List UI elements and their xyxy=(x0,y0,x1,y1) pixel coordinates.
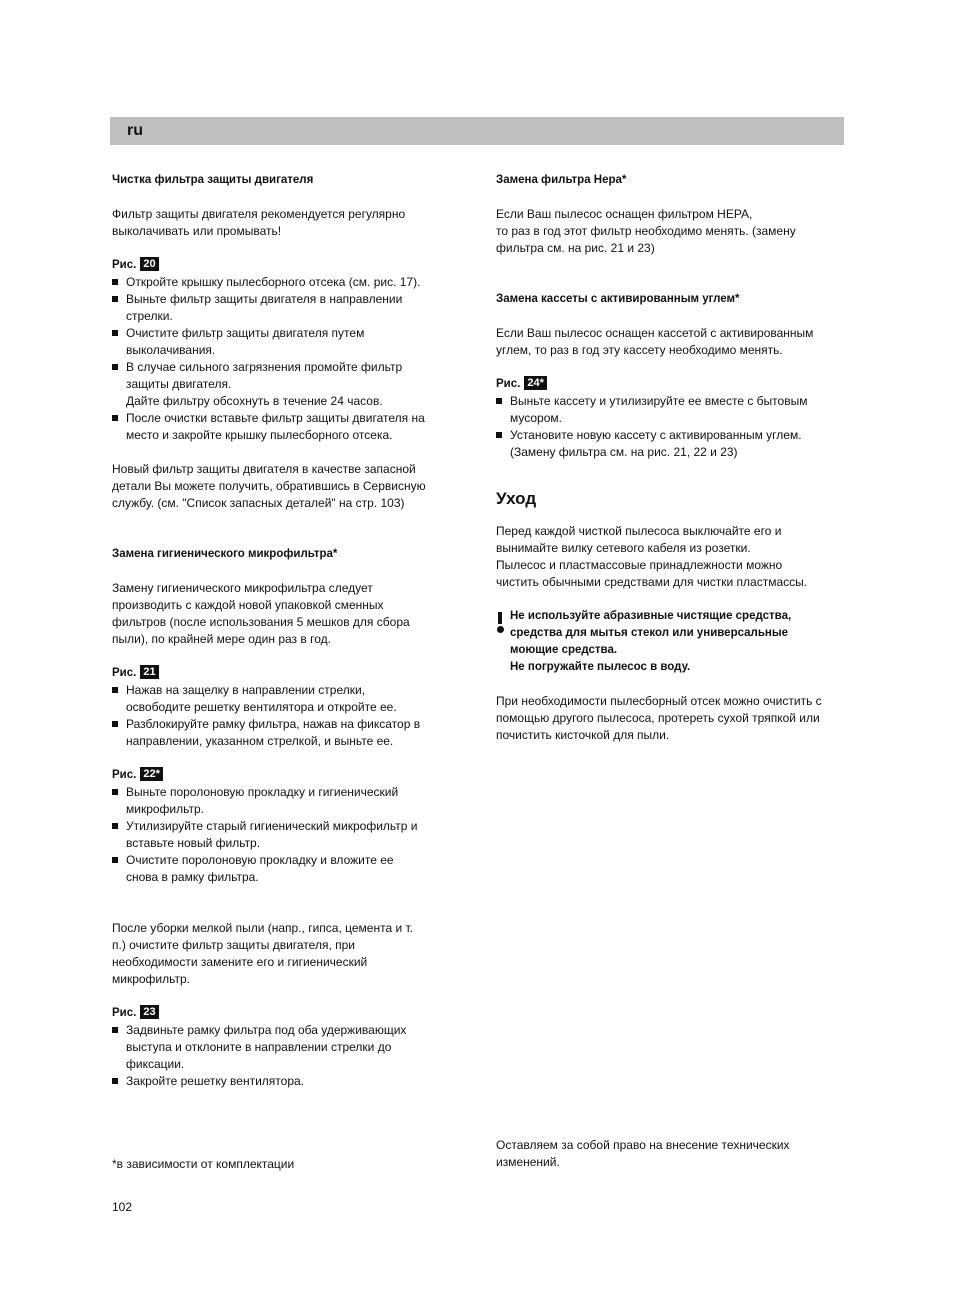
paragraph: Замену гигиенического микрофильтра следует производить с каждой новой упаковкой сменных фильтров (после использования 5 мешков для сбора пыли), по крайней мере один раз в год. xyxy=(112,581,410,646)
bullet-icon xyxy=(112,415,118,421)
bullet-icon xyxy=(112,279,118,285)
section-title: Замена гигиенического микрофильтра* xyxy=(112,548,338,560)
instruction-list xyxy=(112,784,462,886)
figure-ref: Рис. 21 xyxy=(112,665,462,682)
bullet-icon xyxy=(112,296,118,302)
list-item: Разблокируйте рамку фильтра, нажав на фиксатор в направлении, указанном стрелкой, и выньте ее. xyxy=(112,716,462,750)
figure-number-badge: 20 xyxy=(140,257,158,271)
bullet-icon xyxy=(112,721,118,727)
figure-number-badge: 22* xyxy=(140,767,163,781)
warning-block: Не используйте абразивные чистящие средства, средства для мытья стекол или универсальные моющие средства. Не погружайте пылесос в воду. xyxy=(496,608,841,676)
figure-number-badge: 23 xyxy=(140,1005,158,1019)
list-item: Утилизируйте старый гигиенический микрофильтр и вставьте новый фильтр. xyxy=(112,818,462,852)
list-item: Выньте фильтр защиты двигателя в направлении стрелки. xyxy=(112,291,462,325)
list-item: В случае сильного загрязнения промойте фильтр защиты двигателя. Дайте фильтру обсохнуть в течение 24 часов. xyxy=(112,359,462,410)
warning-icon xyxy=(498,612,502,624)
list-item: Нажав на защелку в направлении стрелки, освободите решетку вентилятора и откройте ее. xyxy=(112,682,462,716)
paragraph: После уборки мелкой пыли (напр., гипса, цемента и т. п.) очистите фильтр защиты двигателя, при необходимости замените его и гигиенический микрофильтр. xyxy=(112,921,413,986)
section-title: Чистка фильтра защиты двигателя xyxy=(112,174,314,186)
bullet-icon xyxy=(112,1027,118,1033)
paragraph: При необходимости пылесборный отсек можно очистить с помощью другого пылесоса, протереть сухой тряпкой или почистить кисточкой для пыли. xyxy=(496,694,822,742)
list-item: Выньте поролоновую прокладку и гигиенический микрофильтр. xyxy=(112,784,462,818)
bullet-icon xyxy=(496,398,502,404)
right-column xyxy=(496,172,841,744)
care-heading: Уход xyxy=(496,489,537,508)
bullet-icon xyxy=(112,330,118,336)
figure-ref: Рис. 24* xyxy=(496,376,841,393)
page-number: 102 xyxy=(112,1200,133,1214)
figure-ref: Рис. 23 xyxy=(112,1005,462,1022)
list-item: Выньте кассету и утилизируйте ее вместе с бытовым мусором. xyxy=(496,393,841,427)
paragraph: Перед каждой чисткой пылесоса выключайте его и вынимайте вилку сетевого кабеля из розетки. Пылесос и пластмассовые принадлежности можно чистить обычными средствами для чистки пластмассы. xyxy=(496,524,808,589)
list-item: Очистите поролоновую прокладку и вложите ее снова в рамку фильтра. xyxy=(112,852,462,886)
list-item: После очистки вставьте фильтр защиты двигателя на место и закройте крышку пылесборного отсека. xyxy=(112,410,462,444)
bullet-icon xyxy=(112,789,118,795)
bullet-icon xyxy=(112,823,118,829)
rights-reserved-note: Оставляем за собой право на внесение технических изменений. xyxy=(496,1138,790,1169)
paragraph: Если Ваш пылесос оснащен кассетой с активированным углем, то раз в год эту кассету необходимо менять. xyxy=(496,326,814,357)
warning-dot-icon xyxy=(497,626,504,633)
bullet-icon xyxy=(112,364,118,370)
figure-ref: Рис. 22* xyxy=(112,767,462,784)
paragraph: Новый фильтр защиты двигателя в качестве запасной детали Вы можете получить, обратившись в Сервисную службу. (см. "Список запасных деталей" на стр. 103) xyxy=(112,462,426,510)
list-item: Задвиньте рамку фильтра под оба удерживающих выступа и отклоните в направлении стрелки до фиксации. xyxy=(112,1022,462,1073)
list-item: Откройте крышку пылесборного отсека (см. рис. 17). xyxy=(112,274,462,291)
figure-number-badge: 21 xyxy=(140,665,158,679)
list-item: Закройте решетку вентилятора. xyxy=(112,1073,462,1090)
instruction-list xyxy=(496,393,841,461)
bullet-icon xyxy=(496,432,502,438)
language-code: ru xyxy=(127,122,143,139)
section-title: Замена кассеты с активированным углем* xyxy=(496,293,740,305)
paragraph: Если Ваш пылесос оснащен фильтром HEPA, то раз в год этот фильтр необходимо менять. (замену фильтра см. на рис. 21 и 23) xyxy=(496,207,796,255)
left-column xyxy=(112,172,462,1090)
list-item: Установите новую кассету с активированным углем. (Замену фильтра см. на рис. 21, 22 и 23) xyxy=(496,427,841,461)
paragraph: Фильтр защиты двигателя рекомендуется регулярно выколачивать или промывать! xyxy=(112,207,406,238)
language-header-bar xyxy=(110,117,844,145)
section-title: Замена фильтра Hepa* xyxy=(496,174,627,186)
footnote: *в зависимости от комплектации xyxy=(112,1157,295,1171)
list-item: Очистите фильтр защиты двигателя путем выколачивания. xyxy=(112,325,462,359)
bullet-icon xyxy=(112,857,118,863)
bullet-icon xyxy=(112,687,118,693)
bullet-icon xyxy=(112,1078,118,1084)
figure-number-badge: 24* xyxy=(524,376,547,390)
instruction-list xyxy=(112,274,462,444)
instruction-list xyxy=(112,682,462,750)
figure-ref: Рис. 20 xyxy=(112,257,462,274)
instruction-list xyxy=(112,1022,462,1090)
